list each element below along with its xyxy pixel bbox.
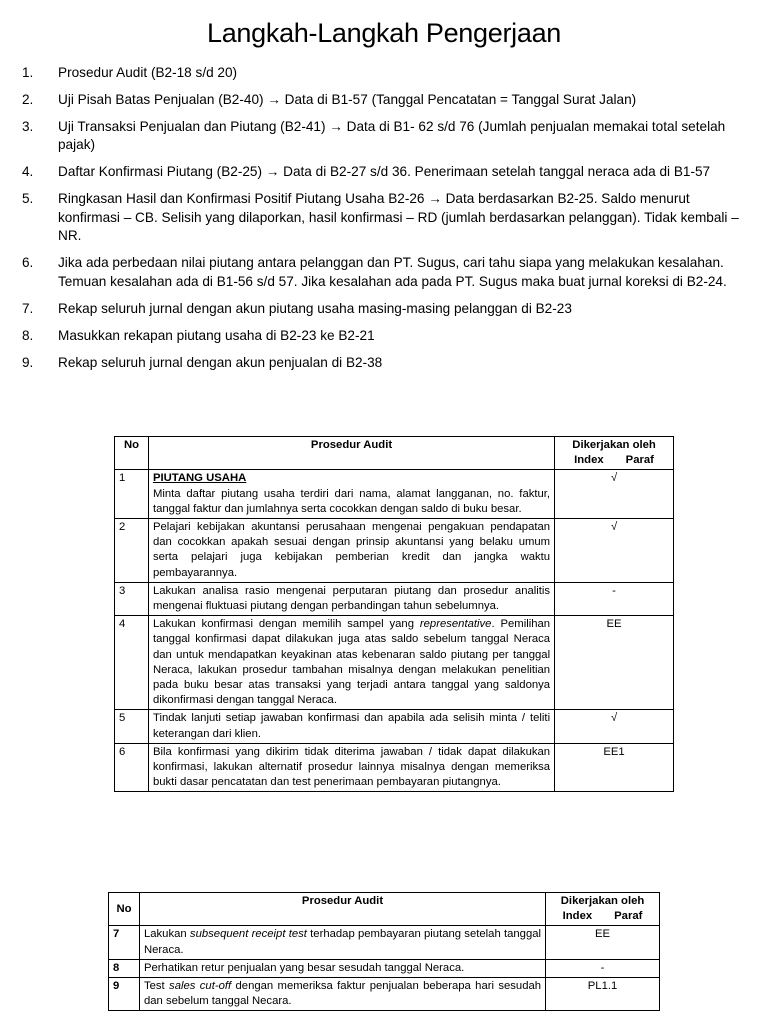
- table-header-row: [109, 893, 660, 926]
- table-row: 2 Pelajari kebijakan akuntansi perusahaan mengenai pengakuan pendapatan dan cocokkan apakah sesuai dengan prinsip akuntansi yang belaku umum serta pelajari juga kebijakan pemberian kredit dan jangka waktu pembayarannya. √: [115, 519, 674, 583]
- check-mark: √: [555, 519, 674, 583]
- table-row: 1 PIUTANG USAHA Minta daftar piutang usaha terdiri dari nama, alamat langganan, no. faktur, tanggal faktur dan jumlahnya serta cocokkan dengan saldo di buku besar. √: [115, 470, 674, 519]
- index-ref: PL1.1: [546, 978, 660, 1011]
- list-item: 5. Ringkasan Hasil dan Konfirmasi Positif Piutang Usaha B2-26 → Data berdasarkan B2-25. Saldo menurut konfirmasi – CB. Selisih yang dilaporkan, hasil konfirmasi – RD (jumlah berdasarkan pelanggan). Tidak kembali – NR.: [22, 191, 739, 244]
- table-row: 9 Test sales cut-off dengan memeriksa faktur penjualan beberapa hari sesudah dan sebelum tanggal Necara. PL1.1: [109, 978, 660, 1011]
- table-row: 3 Lakukan analisa rasio mengenai perputaran piutang dan prosedur analitis mengenai fluktuasi piutang dengan perbandingan tahun sebelumnya. -: [115, 582, 674, 615]
- table-row: 7 Lakukan subsequent receipt test terhadap pembayaran piutang setelah tanggal Neraca. EE: [109, 926, 660, 959]
- audit-table-2: [108, 892, 660, 1011]
- index-ref: EE: [555, 616, 674, 710]
- table-header-row: [115, 437, 674, 470]
- list-item: 9. Rekap seluruh jurnal dengan akun penjualan di B2-38: [22, 354, 383, 370]
- header-no: No: [109, 893, 140, 926]
- list-item: 8. Masukkan rekapan piutang usaha di B2-23 ke B2-21: [22, 327, 375, 343]
- list-item: 1. Prosedur Audit (B2-18 s/d 20): [22, 65, 238, 80]
- table-row: 4 Lakukan konfirmasi dengan memilih sampel yang representative. Pemilihan tanggal konfirmasi dapat dilakukan juga atas saldo sebelum tanggal Neraca dan untuk mendapatkan keyakinan atas kebenaran saldo piutang per tanggal Neraca, lakukan prosedur tambahan misalnya dengan melakukan penelitian pada buku besar atas transaksi yang terjadi antara tanggal yang saldonya dikonfirmasi dengan tanggal Neraca. EE: [115, 616, 674, 710]
- index-ref: EE1: [555, 743, 674, 792]
- header-done-by: Dikerjakan oleh Index Paraf: [555, 437, 674, 470]
- page-title: Langkah-Langkah Pengerjaan: [207, 18, 561, 48]
- header-done-by: Dikerjakan oleh Index Paraf: [546, 893, 660, 926]
- check-mark: √: [555, 470, 674, 519]
- audit-table-1: [114, 436, 674, 792]
- header-no: No: [115, 437, 149, 470]
- list-item: 3. Uji Transaksi Penjualan dan Piutang (B2-41) → Data di B1- 62 s/d 76 (Jumlah penjualan memakai total setelah pajak): [22, 119, 726, 153]
- check-mark: √: [555, 710, 674, 743]
- table-row: 6 Bila konfirmasi yang dikirim tidak diterima jawaban / tidak dapat dilakukan konfirmasi, lakukan alternatif prosedur lainnya misalnya dengan memeriksa bukti dasar pencatatan dan test penerimaan pembayaran piutangnya. EE1: [115, 743, 674, 792]
- status-mark: -: [546, 959, 660, 977]
- list-item: 4. Daftar Konfirmasi Piutang (B2-25) → Data di B2-27 s/d 36. Penerimaan setelah tanggal neraca ada di B1-57: [22, 164, 711, 180]
- list-item: 6. Jika ada perbedaan nilai piutang antara pelanggan dan PT. Sugus, cari tahu siapa yang melakukan kesalahan. Temuan kesalahan ada di B1-56 s/d 57. Jika kesalahan ada pada PT. Sugus maka buat jurnal koreksi di B2-24.: [22, 255, 727, 289]
- steps-list: [22, 64, 744, 381]
- header-procedure: Prosedur Audit: [148, 437, 554, 470]
- status-mark: -: [555, 582, 674, 615]
- table-row: 5 Tindak lanjuti setiap jawaban konfirmasi dan apabila ada selisih minta / teliti keterangan dari klien. √: [115, 710, 674, 743]
- header-procedure: Prosedur Audit: [139, 893, 545, 926]
- list-item: 7. Rekap seluruh jurnal dengan akun piutang usaha masing-masing pelanggan di B2-23: [22, 300, 572, 316]
- section-heading: PIUTANG USAHA: [152, 472, 247, 485]
- table-row: 8 Perhatikan retur penjualan yang besar sesudah tanggal Neraca. -: [109, 959, 660, 977]
- index-ref: EE: [546, 926, 660, 959]
- list-item: 2. Uji Pisah Batas Penjualan (B2-40) → Data di B1-57 (Tanggal Pencatatan = Tanggal Surat Jalan): [22, 92, 637, 107]
